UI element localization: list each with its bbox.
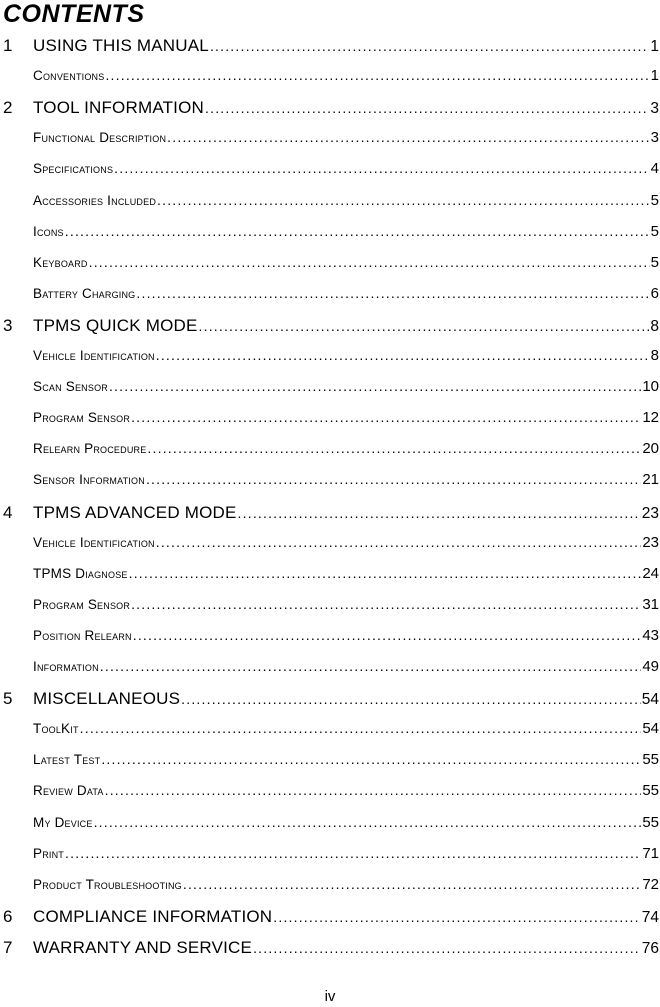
toc-entry-number: 1 xyxy=(3,36,13,55)
toc-entry-label: Vehicle Identification xyxy=(33,348,155,363)
toc-entry-page: 54 xyxy=(641,691,659,709)
toc-entry-label: Conventions xyxy=(33,68,105,84)
toc-entry-number: 5 xyxy=(3,689,13,709)
toc-entry[interactable] xyxy=(0,409,660,426)
toc-entry[interactable] xyxy=(0,938,660,958)
toc-entry[interactable] xyxy=(0,129,660,146)
toc-entry-label: Accessories Included xyxy=(33,192,157,208)
toc-entry-page: 71 xyxy=(642,844,659,862)
toc-entry-page: 10 xyxy=(642,378,659,396)
toc-entry-label: TPMS QUICK MODE xyxy=(33,315,198,335)
dot-leader xyxy=(136,285,649,301)
toc-entry[interactable] xyxy=(0,378,660,395)
toc-entry-page: 4 xyxy=(650,160,659,178)
dot-leader xyxy=(181,691,641,707)
toc-entry[interactable] xyxy=(0,36,660,56)
toc-entry-label: ToolKit xyxy=(33,721,79,737)
toc-entry-page: 8 xyxy=(650,317,659,335)
toc-entry-page: 21 xyxy=(642,471,659,489)
dot-leader xyxy=(131,409,641,425)
toc-entry-number: 2 xyxy=(3,98,13,118)
dot-leader xyxy=(146,471,641,487)
toc-entry-label: My Device xyxy=(33,814,93,830)
dot-leader xyxy=(65,845,641,861)
toc-entry-page: 20 xyxy=(642,440,659,458)
toc-entry-number: 3 xyxy=(3,315,13,335)
toc-entry[interactable] xyxy=(0,503,660,523)
toc-entry[interactable] xyxy=(0,689,660,709)
toc-entry-page: 24 xyxy=(642,564,659,582)
toc-entry-page: 55 xyxy=(642,751,659,769)
toc-entry-label: Icons xyxy=(33,223,64,239)
dot-leader xyxy=(210,38,649,54)
dot-leader xyxy=(65,223,650,239)
dot-leader xyxy=(94,814,642,830)
dot-leader xyxy=(157,192,650,208)
toc-entry-page: 1 xyxy=(650,67,659,85)
toc-entry[interactable] xyxy=(0,658,660,675)
toc-entry[interactable] xyxy=(0,534,660,551)
dot-leader xyxy=(80,720,642,736)
toc-entry-label: Program Sensor xyxy=(33,596,131,612)
dot-leader xyxy=(205,100,649,116)
toc-entry-label: TPMS Diagnose xyxy=(33,565,128,581)
toc-entry-label: MISCELLANEOUS xyxy=(33,689,181,709)
toc-entry-label: Information xyxy=(33,659,99,674)
toc-entry-page: 55 xyxy=(642,813,659,831)
dot-leader xyxy=(147,440,641,456)
toc-entry[interactable] xyxy=(0,223,660,240)
dot-leader xyxy=(273,909,640,925)
toc-entry-label: Relearn Procedure xyxy=(33,441,147,457)
toc-entry-number: 7 xyxy=(3,937,13,957)
toc-entry-label: TPMS ADVANCED MODE xyxy=(33,502,237,522)
toc-entry-label: Latest Test xyxy=(33,752,101,768)
toc-entry-label: Program Sensor xyxy=(33,410,131,426)
dot-leader xyxy=(156,347,650,363)
toc-entry-page: 74 xyxy=(641,908,659,926)
toc-entry-page: 76 xyxy=(641,939,659,957)
toc-entry[interactable] xyxy=(0,471,660,488)
toc-entry-page: 3 xyxy=(650,129,659,147)
toc-entry[interactable] xyxy=(0,160,660,177)
toc-entry-page: 23 xyxy=(641,504,659,522)
dot-leader xyxy=(238,505,641,521)
toc-entry[interactable] xyxy=(0,440,660,457)
toc-entry-page: 54 xyxy=(642,720,659,738)
toc-entry-page: 72 xyxy=(642,875,659,893)
toc-entry[interactable] xyxy=(0,565,660,582)
toc-entry-label: COMPLIANCE INFORMATION xyxy=(33,906,273,926)
dot-leader xyxy=(89,254,650,270)
toc-entry[interactable] xyxy=(0,845,660,862)
toc-entry-page: 5 xyxy=(650,222,659,240)
toc-entry-number: 6 xyxy=(3,906,13,926)
toc-entry-page: 6 xyxy=(650,284,659,302)
toc-entry[interactable] xyxy=(0,782,660,799)
toc-entry-label: USING THIS MANUAL xyxy=(33,36,209,55)
toc-entry-label: Battery Charging xyxy=(33,285,136,301)
dot-leader xyxy=(105,67,649,83)
toc-entry[interactable] xyxy=(0,316,660,336)
toc-entry[interactable] xyxy=(0,596,660,613)
toc-entry-page: 55 xyxy=(642,782,659,800)
dot-leader xyxy=(183,876,641,892)
toc-entry[interactable] xyxy=(0,876,660,893)
toc-entry-page: 3 xyxy=(650,100,659,118)
dot-leader xyxy=(129,565,642,581)
dot-leader xyxy=(131,596,641,612)
dot-leader xyxy=(114,160,650,176)
toc-entry[interactable] xyxy=(0,907,660,927)
toc-entry[interactable] xyxy=(0,98,660,118)
toc-entry-page: 31 xyxy=(642,595,659,613)
toc-entry-label: Scan Sensor xyxy=(33,379,108,395)
toc-entry-label: Product Troubleshooting xyxy=(33,876,182,892)
toc-entry[interactable] xyxy=(0,67,660,84)
toc-entry-page: 12 xyxy=(642,409,659,427)
page-number: iv xyxy=(324,988,336,1005)
dot-leader xyxy=(253,940,641,956)
dot-leader xyxy=(105,782,642,798)
toc-entry-label: Keyboard xyxy=(33,254,88,270)
toc-entry-label: Review Data xyxy=(33,783,104,799)
toc-entry-label: WARRANTY AND SERVICE xyxy=(33,937,253,957)
toc-entry-page: 5 xyxy=(650,253,659,271)
toc-entry-label: Specifications xyxy=(33,161,114,177)
dot-leader xyxy=(100,658,642,674)
toc-entry-label: Functional Description xyxy=(33,130,167,146)
toc-entry[interactable] xyxy=(0,285,660,302)
toc-entry[interactable] xyxy=(0,254,660,271)
toc-entry-page: 8 xyxy=(650,347,659,364)
toc-entry-label: Position Relearn xyxy=(33,627,132,643)
toc-entry[interactable] xyxy=(0,751,660,768)
toc-entry[interactable] xyxy=(0,192,660,209)
toc-entry-label: TOOL INFORMATION xyxy=(33,98,205,118)
toc-entry[interactable] xyxy=(0,814,660,831)
toc-entry-page: 23 xyxy=(642,533,659,551)
toc-entry[interactable] xyxy=(0,720,660,737)
toc-entry-label: Print xyxy=(33,845,65,861)
toc-entry-label: Vehicle Identification xyxy=(33,534,155,550)
toc-entry-number: 4 xyxy=(3,502,13,522)
toc-entry-label: Sensor Information xyxy=(33,472,145,488)
toc-entry-page: 5 xyxy=(650,191,659,209)
dot-leader xyxy=(133,627,642,643)
dot-leader xyxy=(156,534,642,550)
toc-entry-page: 1 xyxy=(650,38,659,55)
dot-leader xyxy=(167,129,649,145)
page-title: CONTENTS xyxy=(3,0,145,28)
toc-entry[interactable] xyxy=(0,347,660,364)
toc-entry-page: 49 xyxy=(642,658,659,675)
dot-leader xyxy=(109,378,641,394)
toc-entry[interactable] xyxy=(0,627,660,644)
toc-entry-page: 43 xyxy=(642,626,659,644)
dot-leader xyxy=(199,318,650,334)
dot-leader xyxy=(101,751,641,767)
